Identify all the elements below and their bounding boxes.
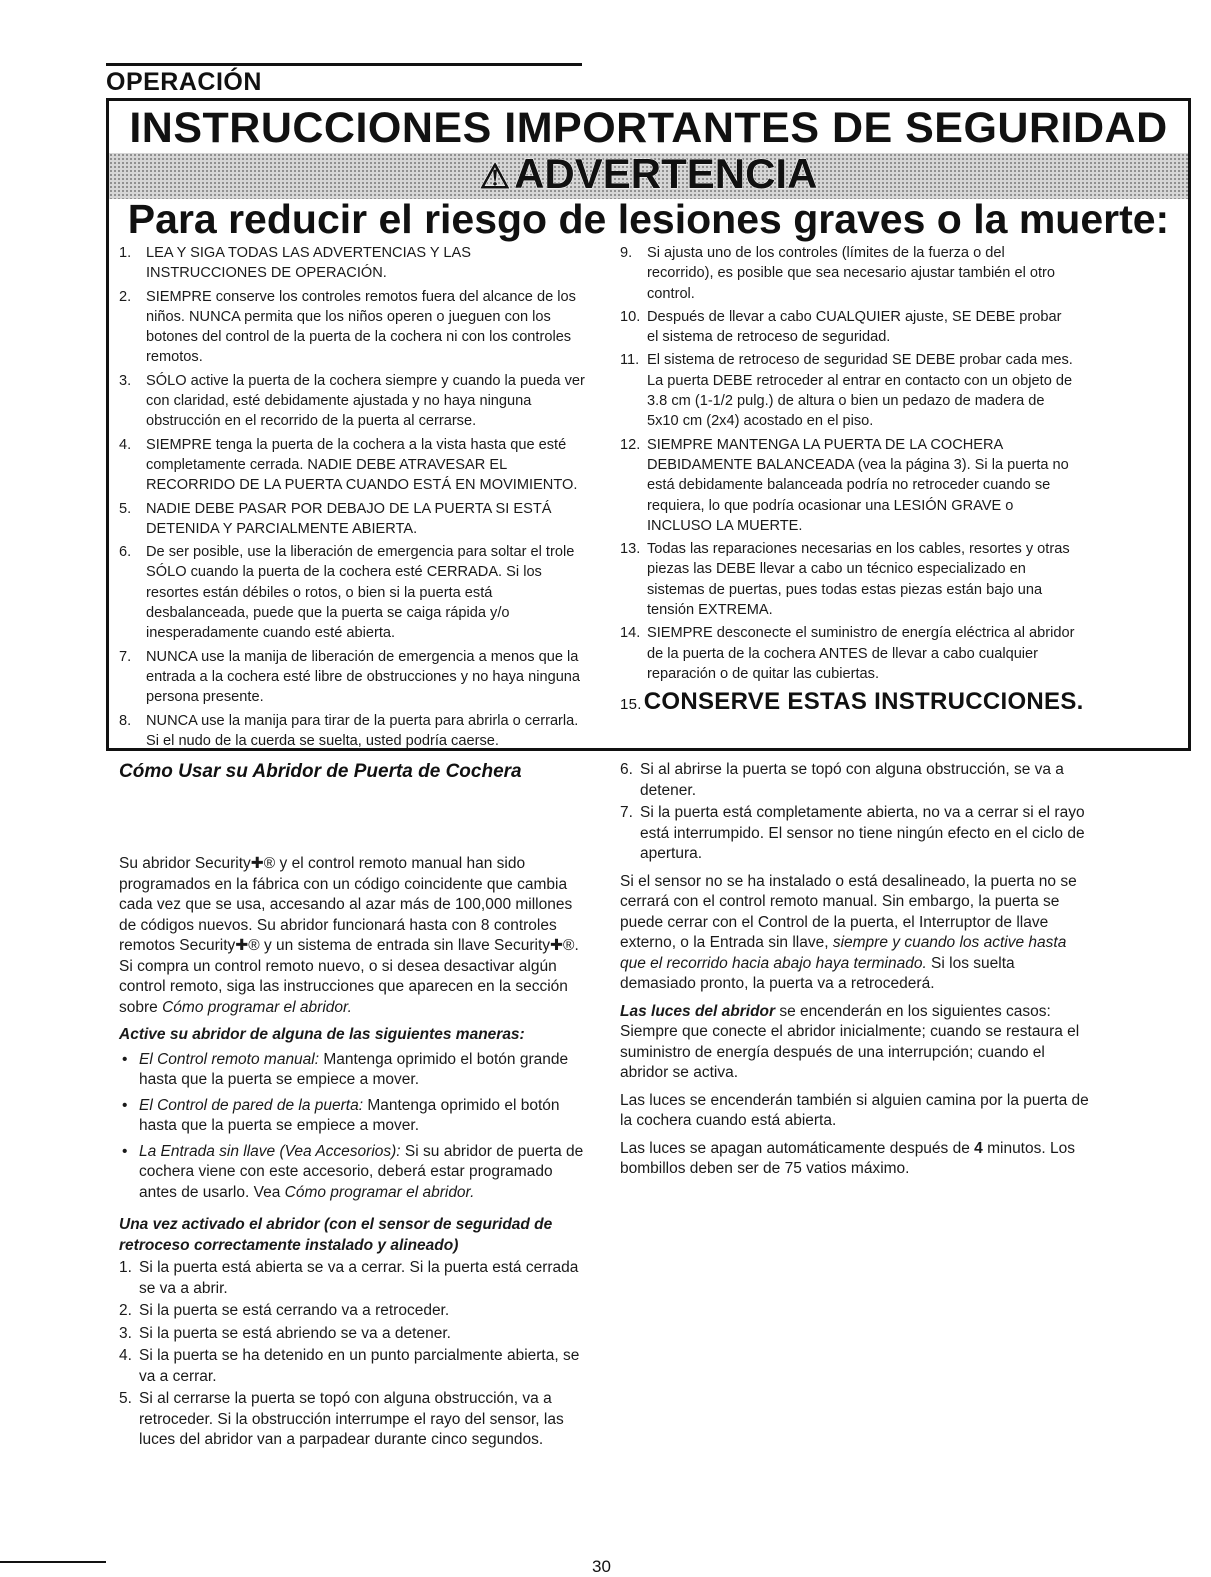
item-text: Si la puerta se está cerrando va a retroceder. <box>139 1302 450 1319</box>
item-number: 1. <box>119 245 132 261</box>
item-text: NUNCA use la manija para tirar de la puerta para abrirla o cerrarla. Si el nudo de la cuerda se suelta, usted podría caerse. <box>146 712 579 749</box>
bullet-text: Mantenga oprimido el botón hasta que la puerta se empiece a mover. <box>139 1096 560 1134</box>
item-number: 1. <box>119 1259 132 1276</box>
list-item <box>620 243 1075 304</box>
warning-icon: ⚠ <box>479 158 511 196</box>
list-item <box>620 350 1075 431</box>
item-number: 11. <box>620 352 640 369</box>
list-item <box>620 307 1075 348</box>
footer-rule <box>0 1561 106 1563</box>
page-number: 30 <box>592 1557 611 1576</box>
item-text: Si al abrirse la puerta se topó con alguna obstrucción, se va a detener. <box>640 761 1064 799</box>
item-text: SIEMPRE conserve los controles remotos fuera del alcance de los niños. NUNCA permita que los niños operen o jueguen con los botones del control de la puerta de la cochera ni con los controles remotos. <box>146 288 576 366</box>
intro-text: Su abridor Security✚® y el control remoto manual han sido programados en la fábrica con un código coincidente que cambia cada vez que se usa, accesando al azar más de 100,000 millones de códigos nuevos. Su abridor funcionará hasta con 8 controles remotos Security✚® y un sistema de entrada sin llave Security✚®. Si compra un control remoto nuevo, o si desea desactivar algún control remoto, siga las instrucciones que aparecen en la sección sobre <box>119 855 579 1016</box>
list-item <box>119 243 589 284</box>
lights-text: se encenderán en los siguientes casos: Siempre que conecte el abridor inicialmente; cuando se restaura el suministro de energía después de una interrupción; cuando el abridor se activa. <box>620 1002 1080 1081</box>
list-item <box>119 435 589 496</box>
item-text: Si la puerta está completamente abierta, no va a cerrar si el rayo está interrumpido. El sensor no tiene ningún efecto en el ciclo de apertura. <box>640 804 1085 862</box>
list-item <box>620 803 1090 865</box>
activate-bullets <box>119 1050 589 1204</box>
item-number: 4. <box>119 436 132 453</box>
item-number: 8. <box>119 712 132 729</box>
item-number: 5. <box>119 500 132 517</box>
section-title: OPERACIÓN <box>106 68 262 96</box>
bullet-lead: El Control remoto manual: <box>139 1050 320 1068</box>
item-number: 9. <box>620 245 633 261</box>
item-number: 13. <box>620 541 641 558</box>
lights-off-minutes: 4 <box>974 1139 983 1157</box>
bullet-reference: Cómo programar el abridor. <box>284 1183 475 1201</box>
list-item <box>119 542 589 643</box>
item-number: 5. <box>119 1390 132 1407</box>
item-text: De ser posible, use la liberación de emergencia para soltar el trole SÓLO cuando la puerta de la cochera esté CERRADA. Si los resortes están débiles o rotos, o bien si la puerta está desbalanceada, puede que la puerta se caiga rápida y/o inesperadamente cuando esté abierta. <box>146 544 575 642</box>
item-text: Si ajusta uno de los controles (límites de la fuerza o del recorrido), es posible que sea necesario ajustar también el otro control. <box>647 245 1056 302</box>
section-rule <box>106 63 582 66</box>
item-number: 4. <box>119 1347 132 1364</box>
sensor-text: Si el sensor no se ha instalado o está desalineado, la puerta no se cerrará con el control remoto manual. Sin embargo, la puerta se puede cerrar con el Control de la puerta, el Interruptor de llave externo, o la Entrada sin llave, <box>620 872 1077 951</box>
list-item <box>620 760 1090 801</box>
list-item <box>119 1346 589 1387</box>
lights-lead: Las luces del abridor <box>620 1002 776 1020</box>
list-item <box>119 711 589 752</box>
bullet-text: Mantenga oprimido el botón grande hasta que la puerta se empiece a mover. <box>139 1050 569 1088</box>
warning-text: ADVERTENCIA <box>514 150 818 197</box>
intro-reference: Cómo programar el abridor. <box>162 998 352 1016</box>
safety-list-right <box>620 243 1075 687</box>
sensor-text-end: Si los suelta demasiado pronto, la puerta va a retrocederá. <box>620 954 1015 992</box>
lights-paragraph-2: Las luces se encenderán también si alguien camina por la puerta de la cochera cuando está abierta. <box>620 1091 1089 1129</box>
item-text: SIEMPRE tenga la puerta de la cochera a la vista hasta que esté completamente cerrada. NADIE DEBE ATRAVESAR EL RECORRIDO DE LA PUERTA CUANDO ESTÁ EN MOVIMIENTO. <box>146 436 578 494</box>
item-number: 14. <box>620 625 641 642</box>
lights-paragraph <box>620 1002 1090 1084</box>
item-number: 2. <box>119 288 132 305</box>
activate-heading: Active su abridor de alguna de las siguientes maneras: <box>119 1026 525 1043</box>
item-number: 7. <box>620 804 633 821</box>
safety-subheading: Para reducir el riesgo de lesiones graves o la muerte: <box>127 196 1170 242</box>
steps-list-left <box>119 1258 589 1451</box>
bullet-text: Si su abridor de puerta de cochera viene con este accesorio, deberá estar programado antes de usarlo. Vea <box>139 1142 584 1201</box>
steps-list-right <box>620 760 1090 865</box>
bullet-dot: • <box>122 1050 128 1068</box>
once-activated-heading: Una vez activado el abridor (con el sensor de seguridad de retroceso correctamente instalado y alineado) <box>119 1216 553 1254</box>
bullet-item <box>119 1050 589 1091</box>
main-heading: INSTRUCCIONES IMPORTANTES DE SEGURIDAD <box>129 104 1168 152</box>
item-number: 7. <box>119 648 132 665</box>
item-text: Si la puerta se está abriendo se va a detener. <box>139 1324 451 1342</box>
list-item <box>119 1389 589 1451</box>
item-number: 2. <box>119 1302 132 1319</box>
list-item <box>119 647 589 708</box>
item-text: LEA Y SIGA TODAS LAS ADVERTENCIAS Y LAS INSTRUCCIONES DE OPERACIÓN. <box>146 245 472 282</box>
warning-label <box>109 150 1188 198</box>
bullet-dot: • <box>122 1096 128 1114</box>
item-number: 6. <box>119 544 132 561</box>
sensor-paragraph <box>620 872 1090 995</box>
how-to-left-column <box>119 854 589 1453</box>
item-text: NUNCA use la manija de liberación de emergencia a menos que la entrada a la cochera esté libre de obstrucciones y no haya ninguna persona presente. <box>146 648 581 706</box>
list-item <box>620 539 1075 620</box>
item-number: 3. <box>119 1324 132 1342</box>
list-item <box>620 435 1075 536</box>
bullet-item <box>119 1096 589 1137</box>
intro-paragraph <box>119 854 589 1018</box>
bullet-lead: El Control de pared de la puerta: <box>139 1096 364 1114</box>
list-item <box>119 1324 589 1345</box>
lights-off-text: Las luces se apagan automáticamente después de <box>620 1139 975 1157</box>
bullet-dot: • <box>122 1142 128 1160</box>
safety-list-left <box>119 243 589 754</box>
lights-off-text-end: minutos. Los bombillos deben ser de 75 vatios máximo. <box>620 1139 1075 1177</box>
list-item <box>119 371 589 432</box>
item-text: Si la puerta está abierta se va a cerrar. Si la puerta está cerrada se va a abrir. <box>139 1259 579 1297</box>
conserve-text: CONSERVE ESTAS INSTRUCCIONES. <box>643 688 1084 715</box>
item-text: NADIE DEBE PASAR POR DEBAJO DE LA PUERTA SI ESTÁ DETENIDA Y PARCIALMENTE ABIERTA. <box>146 500 552 537</box>
sensor-emphasis: siempre y cuando los active hasta que el recorrido hacia abajo haya terminado. <box>620 934 1067 972</box>
item-number: 3. <box>119 372 132 389</box>
item-text: Todas las reparaciones necesarias en los cables, resortes y otras piezas las DEBE llevar a cabo un técnico especializado en sistemas de puertas, pues todas estas piezas están bajo una tensión EXTREMA. <box>647 541 1070 619</box>
item-text: Si al cerrarse la puerta se topó con alguna obstrucción, va a retroceder. Si la obstrucción interrumpe el rayo del sensor, las luces del abridor van a parpadear durante cinco segundos. <box>139 1390 564 1448</box>
bullet-lead: La Entrada sin llave (Vea Accesorios): <box>139 1142 401 1160</box>
list-item <box>119 1301 589 1322</box>
item-text: SIEMPRE MANTENGA LA PUERTA DE LA COCHERA DEBIDAMENTE BALANCEADA (vea la página 3). Si la puerta no está debidamente balanceada podría no retroceder cuando se requiera, lo que podría ocasionar una LESIÓN GRAVE o INCLUSO LA MUERTE. <box>647 436 1069 534</box>
how-to-right-column <box>620 760 1090 1187</box>
item-text: SIEMPRE desconecte el suministro de energía eléctrica al abridor de la puerta de la cochera ANTES de llevar a cabo cualquier reparación o de quitar las cubiertas. <box>647 625 1075 682</box>
list-item <box>620 623 1075 684</box>
conserve-instructions <box>620 688 1084 716</box>
list-item <box>119 499 589 540</box>
item-text: El sistema de retroceso de seguridad SE DEBE probar cada mes. La puerta DEBE retroceder al entrar en contacto con un objeto de 3.8 cm (1-1/2 pulg.) de altura o bien un pedazo de madera de 5x10 cm (2x4) acostado en el piso. <box>647 352 1073 430</box>
bullet-item <box>119 1142 589 1204</box>
item-text: SÓLO active la puerta de la cochera siempre y cuando la pueda ver con claridad, esté debidamente ajustada y no haya ninguna obstrucción en el recorrido de la puerta al cerrarse. <box>146 372 585 430</box>
how-to-title: Cómo Usar su Abridor de Puerta de Cochera <box>119 761 522 782</box>
conserve-number: 15. <box>620 696 642 713</box>
item-number: 12. <box>620 436 641 453</box>
item-number: 6. <box>620 761 633 778</box>
list-item <box>119 287 589 368</box>
item-number: 10. <box>620 308 641 325</box>
list-item <box>119 1258 589 1299</box>
item-text: Después de llevar a cabo CUALQUIER ajuste, SE DEBE probar el sistema de retroceso de seguridad. <box>647 308 1062 346</box>
lights-paragraph-3 <box>620 1139 1090 1180</box>
item-text: Si la puerta se ha detenido en un punto parcialmente abierta, se va a cerrar. <box>139 1347 580 1385</box>
